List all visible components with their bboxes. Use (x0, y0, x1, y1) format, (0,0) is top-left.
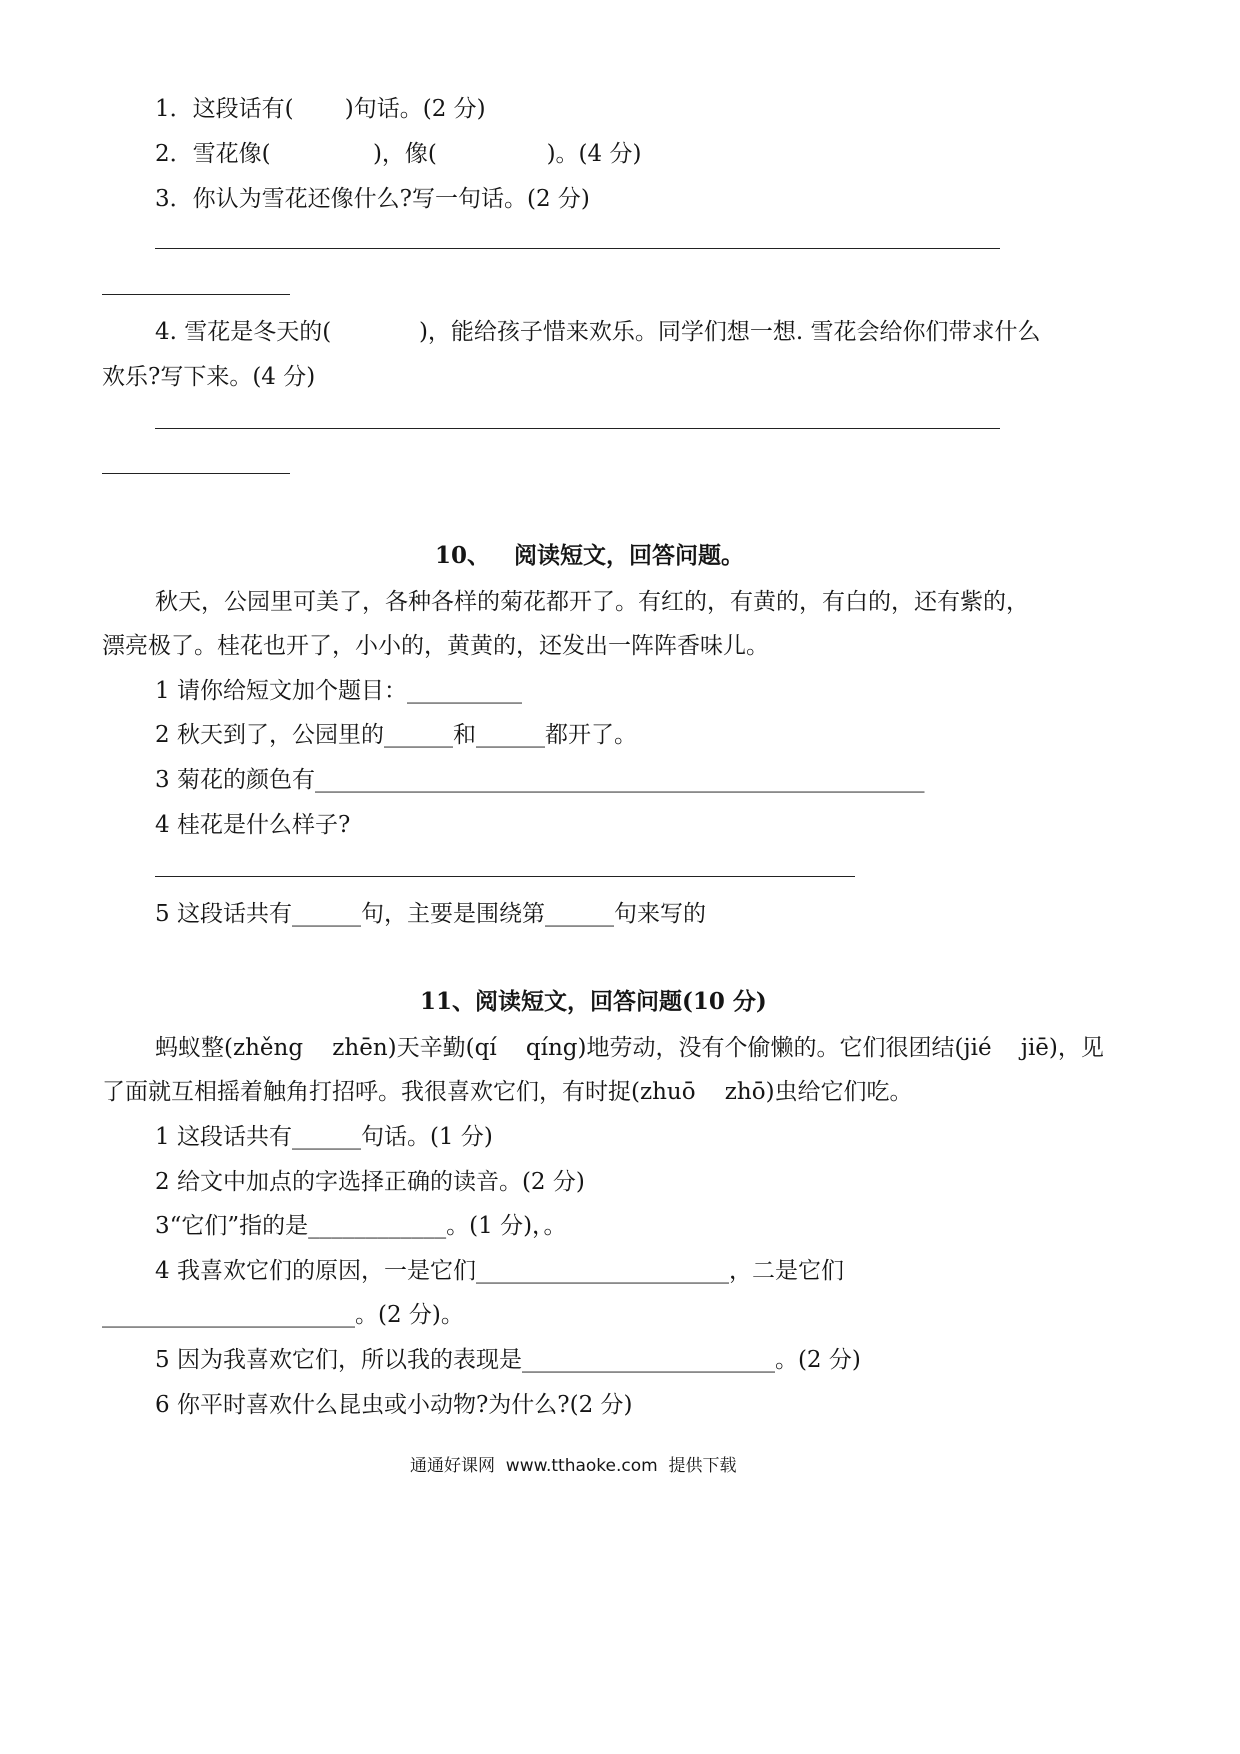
answer-line (155, 248, 1000, 249)
answer-line (102, 294, 290, 295)
s10-question-2: 2 秋天到了，公园里的______和______都开了。 (155, 722, 637, 748)
s10-question-5: 5 这段话共有______句，主要是围绕第______句来写的 (155, 901, 706, 927)
s11-question-3: 3“它们”指的是____________。(1 分)，。 (155, 1213, 567, 1239)
s10-question-1: 1 请你给短文加个题目：__________ (155, 678, 522, 704)
s10-question-3: 3 菊花的颜色有_____________________________________________________ (155, 767, 925, 793)
s9-question-4-cont: 欢乐?写下来。(4 分) (102, 364, 316, 390)
s11-question-4-cont: ______________________。(2 分)。 (102, 1302, 464, 1328)
s11-paragraph-line: 蚂蚁整(zhěng zhēn)天辛勤(qí qíng)地劳动，没有个偷懒的。它们很团结(jié jiē)，见 (155, 1035, 1104, 1061)
s11-question-6: 6 你平时喜欢什么昆虫或小动物?为什么?(2 分) (155, 1392, 633, 1418)
s10-title: 10、 阅读短文，回答问题。 (435, 542, 745, 569)
s11-title: 11、阅读短文，回答问题(10 分) (420, 988, 767, 1015)
answer-line (155, 876, 855, 877)
s9-question-3: 3．你认为雪花还像什么?写一句话。(2 分) (155, 186, 590, 212)
answer-line (155, 428, 1000, 429)
s11-question-5: 5 因为我喜欢它们，所以我的表现是______________________。(2 分) (155, 1347, 861, 1373)
s9-question-4: 4. 雪花是冬天的( )，能给孩子惜来欢乐。同学们想一想. 雪花会给你们带求什么 (155, 319, 1041, 345)
s10-paragraph-line: 秋天，公园里可美了，各种各样的菊花都开了。有红的，有黄的，有白的，还有紫的， (155, 589, 1029, 615)
s9-question-2: 2．雪花像( )，像( )。(4 分) (155, 141, 642, 167)
s11-question-2: 2 给文中加点的字选择正确的读音。(2 分) (155, 1169, 585, 1195)
s11-question-1: 1 这段话共有______句话。(1 分) (155, 1124, 493, 1150)
s10-question-4: 4 桂花是什么样子? (155, 812, 351, 838)
s9-question-1: 1．这段话有( )句话。(2 分) (155, 96, 486, 122)
answer-line (102, 473, 290, 474)
s11-paragraph-line: 了面就互相摇着触角打招呼。我很喜欢它们，有时捉(zhuō zhō)虫给它们吃。 (102, 1079, 913, 1105)
s10-paragraph-line: 漂亮极了。桂花也开了，小小的，黄黄的，还发出一阵阵香味儿。 (102, 633, 769, 659)
page-footer: 通通好课网 www.tthaoke.com 提供下载 (410, 1456, 737, 1476)
s11-question-4: 4 我喜欢它们的原因，一是它们______________________，二是它们 (155, 1258, 844, 1284)
